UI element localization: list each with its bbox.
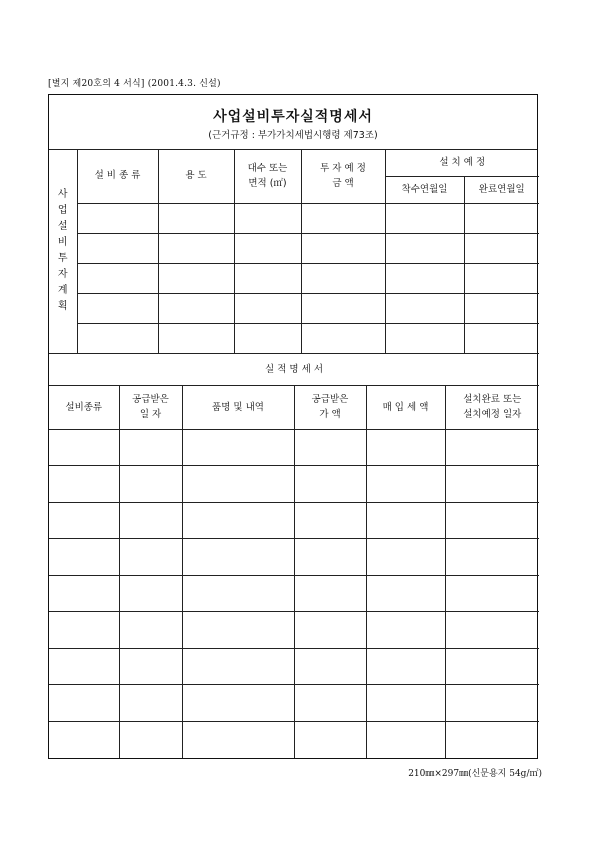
result-cell[interactable] bbox=[294, 648, 366, 685]
result-cell[interactable] bbox=[445, 539, 539, 576]
result-cell[interactable] bbox=[182, 648, 294, 685]
result-cell[interactable] bbox=[182, 429, 294, 466]
plan-cell[interactable] bbox=[234, 293, 301, 323]
result-cell[interactable] bbox=[294, 539, 366, 576]
result-cell[interactable] bbox=[294, 721, 366, 758]
result-cell[interactable] bbox=[49, 575, 119, 612]
plan-cell[interactable] bbox=[301, 263, 385, 293]
result-cell[interactable] bbox=[445, 575, 539, 612]
plan-cell[interactable] bbox=[158, 263, 234, 293]
header-quantity-line2: 면적 (㎡) bbox=[248, 177, 287, 189]
result-cell[interactable] bbox=[119, 502, 182, 539]
plan-cell[interactable] bbox=[77, 203, 158, 233]
plan-cell[interactable] bbox=[301, 203, 385, 233]
plan-cell[interactable] bbox=[385, 263, 464, 293]
plan-cell[interactable] bbox=[158, 323, 234, 353]
result-cell[interactable] bbox=[445, 502, 539, 539]
header-equipment-type: 설 비 종 류 bbox=[77, 149, 158, 203]
result-cell[interactable] bbox=[49, 429, 119, 466]
result-header-equipment-type: 설비종류 bbox=[49, 385, 119, 429]
plan-cell[interactable] bbox=[301, 323, 385, 353]
result-cell[interactable] bbox=[294, 575, 366, 612]
result-cell[interactable] bbox=[182, 466, 294, 503]
supply-value-line2: 가 액 bbox=[319, 409, 341, 420]
form-reference: [별지 제20호의 4 서식] (2001.4.3. 신설) bbox=[48, 79, 221, 89]
result-section-title: 실 적 명 세 서 bbox=[49, 354, 539, 385]
plan-cell[interactable] bbox=[77, 233, 158, 263]
result-cell[interactable] bbox=[182, 575, 294, 612]
plan-cell[interactable] bbox=[385, 233, 464, 263]
result-cell[interactable] bbox=[49, 466, 119, 503]
result-cell[interactable] bbox=[294, 685, 366, 722]
plan-cell[interactable] bbox=[301, 233, 385, 263]
result-cell[interactable] bbox=[366, 539, 445, 576]
result-cell[interactable] bbox=[119, 721, 182, 758]
plan-cell[interactable] bbox=[234, 203, 301, 233]
result-cell[interactable] bbox=[119, 429, 182, 466]
paper-spec: 210㎜×297㎜(신문용지 54g/㎡) bbox=[408, 769, 542, 779]
plan-side-label bbox=[49, 149, 77, 353]
plan-cell[interactable] bbox=[158, 293, 234, 323]
header-usage: 용 도 bbox=[158, 149, 234, 203]
result-cell[interactable] bbox=[49, 612, 119, 649]
plan-cell[interactable] bbox=[77, 263, 158, 293]
result-cell[interactable] bbox=[182, 721, 294, 758]
plan-cell[interactable] bbox=[77, 323, 158, 353]
result-header-supply-value bbox=[294, 385, 366, 429]
completion-line1: 설치완료 또는 bbox=[463, 394, 522, 405]
result-cell[interactable] bbox=[49, 685, 119, 722]
plan-cell[interactable] bbox=[464, 293, 539, 323]
result-cell[interactable] bbox=[119, 575, 182, 612]
plan-cell[interactable] bbox=[234, 263, 301, 293]
header-investment-line1: 투 자 예 정 bbox=[320, 162, 366, 174]
result-cell[interactable] bbox=[366, 466, 445, 503]
plan-side-label-text: 사업설비투자계획 bbox=[57, 188, 68, 312]
form-subtitle: (근거규정 : 부가가치세법시행령 제73조) bbox=[208, 130, 378, 141]
result-header-purchase-tax: 매 입 세 액 bbox=[366, 385, 445, 429]
result-cell[interactable] bbox=[119, 648, 182, 685]
result-cell[interactable] bbox=[119, 685, 182, 722]
plan-cell[interactable] bbox=[158, 233, 234, 263]
plan-cell[interactable] bbox=[301, 293, 385, 323]
header-quantity-line1: 대수 또는 bbox=[247, 162, 288, 174]
result-cell[interactable] bbox=[366, 575, 445, 612]
header-investment bbox=[301, 149, 385, 203]
result-cell[interactable] bbox=[119, 539, 182, 576]
form-title: 사업설비투자실적명세서 bbox=[213, 109, 373, 125]
result-cell[interactable] bbox=[366, 648, 445, 685]
plan-cell[interactable] bbox=[464, 263, 539, 293]
header-start-date: 착수연월일 bbox=[385, 176, 464, 203]
plan-cell[interactable] bbox=[385, 293, 464, 323]
result-cell[interactable] bbox=[119, 466, 182, 503]
result-cell[interactable] bbox=[294, 466, 366, 503]
investment-statement-form bbox=[48, 94, 538, 759]
supply-value-line1: 공급받은 bbox=[311, 394, 349, 405]
result-cell[interactable] bbox=[294, 502, 366, 539]
result-cell[interactable] bbox=[445, 612, 539, 649]
supply-date-line2: 일 자 bbox=[139, 409, 162, 420]
plan-cell[interactable] bbox=[385, 203, 464, 233]
result-cell[interactable] bbox=[294, 429, 366, 466]
result-cell[interactable] bbox=[49, 648, 119, 685]
header-quantity bbox=[234, 149, 301, 203]
plan-cell[interactable] bbox=[464, 323, 539, 353]
result-cell[interactable] bbox=[49, 502, 119, 539]
result-cell[interactable] bbox=[366, 612, 445, 649]
plan-cell[interactable] bbox=[464, 233, 539, 263]
result-cell[interactable] bbox=[49, 539, 119, 576]
plan-cell[interactable] bbox=[234, 323, 301, 353]
result-cell[interactable] bbox=[182, 612, 294, 649]
result-cell[interactable] bbox=[182, 685, 294, 722]
result-cell[interactable] bbox=[445, 648, 539, 685]
supply-date-line1: 공급받은 bbox=[132, 394, 169, 405]
result-cell[interactable] bbox=[366, 721, 445, 758]
result-cell[interactable] bbox=[182, 502, 294, 539]
result-statement-table bbox=[49, 354, 539, 758]
completion-line2: 설치예정 일자 bbox=[463, 409, 522, 420]
result-cell[interactable] bbox=[182, 539, 294, 576]
plan-cell[interactable] bbox=[158, 203, 234, 233]
header-installation: 설 치 예 정 bbox=[385, 149, 539, 176]
result-header-supply-date bbox=[119, 385, 182, 429]
result-header-item-detail: 품명 및 내역 bbox=[182, 385, 294, 429]
plan-cell[interactable] bbox=[77, 293, 158, 323]
plan-cell[interactable] bbox=[385, 323, 464, 353]
result-cell[interactable] bbox=[445, 429, 539, 466]
result-cell[interactable] bbox=[294, 612, 366, 649]
result-header-completion bbox=[445, 385, 539, 429]
result-cell[interactable] bbox=[366, 429, 445, 466]
result-cell[interactable] bbox=[445, 685, 539, 722]
result-cell[interactable] bbox=[366, 685, 445, 722]
plan-cell[interactable] bbox=[464, 203, 539, 233]
result-cell[interactable] bbox=[445, 721, 539, 758]
investment-plan-table bbox=[49, 149, 539, 354]
result-cell[interactable] bbox=[119, 612, 182, 649]
header-completion-date: 완료연월일 bbox=[464, 176, 539, 203]
result-cell[interactable] bbox=[445, 466, 539, 503]
plan-cell[interactable] bbox=[234, 233, 301, 263]
title-block bbox=[49, 95, 537, 150]
header-investment-line2: 금 액 bbox=[332, 177, 354, 189]
result-cell[interactable] bbox=[366, 502, 445, 539]
result-cell[interactable] bbox=[49, 721, 119, 758]
